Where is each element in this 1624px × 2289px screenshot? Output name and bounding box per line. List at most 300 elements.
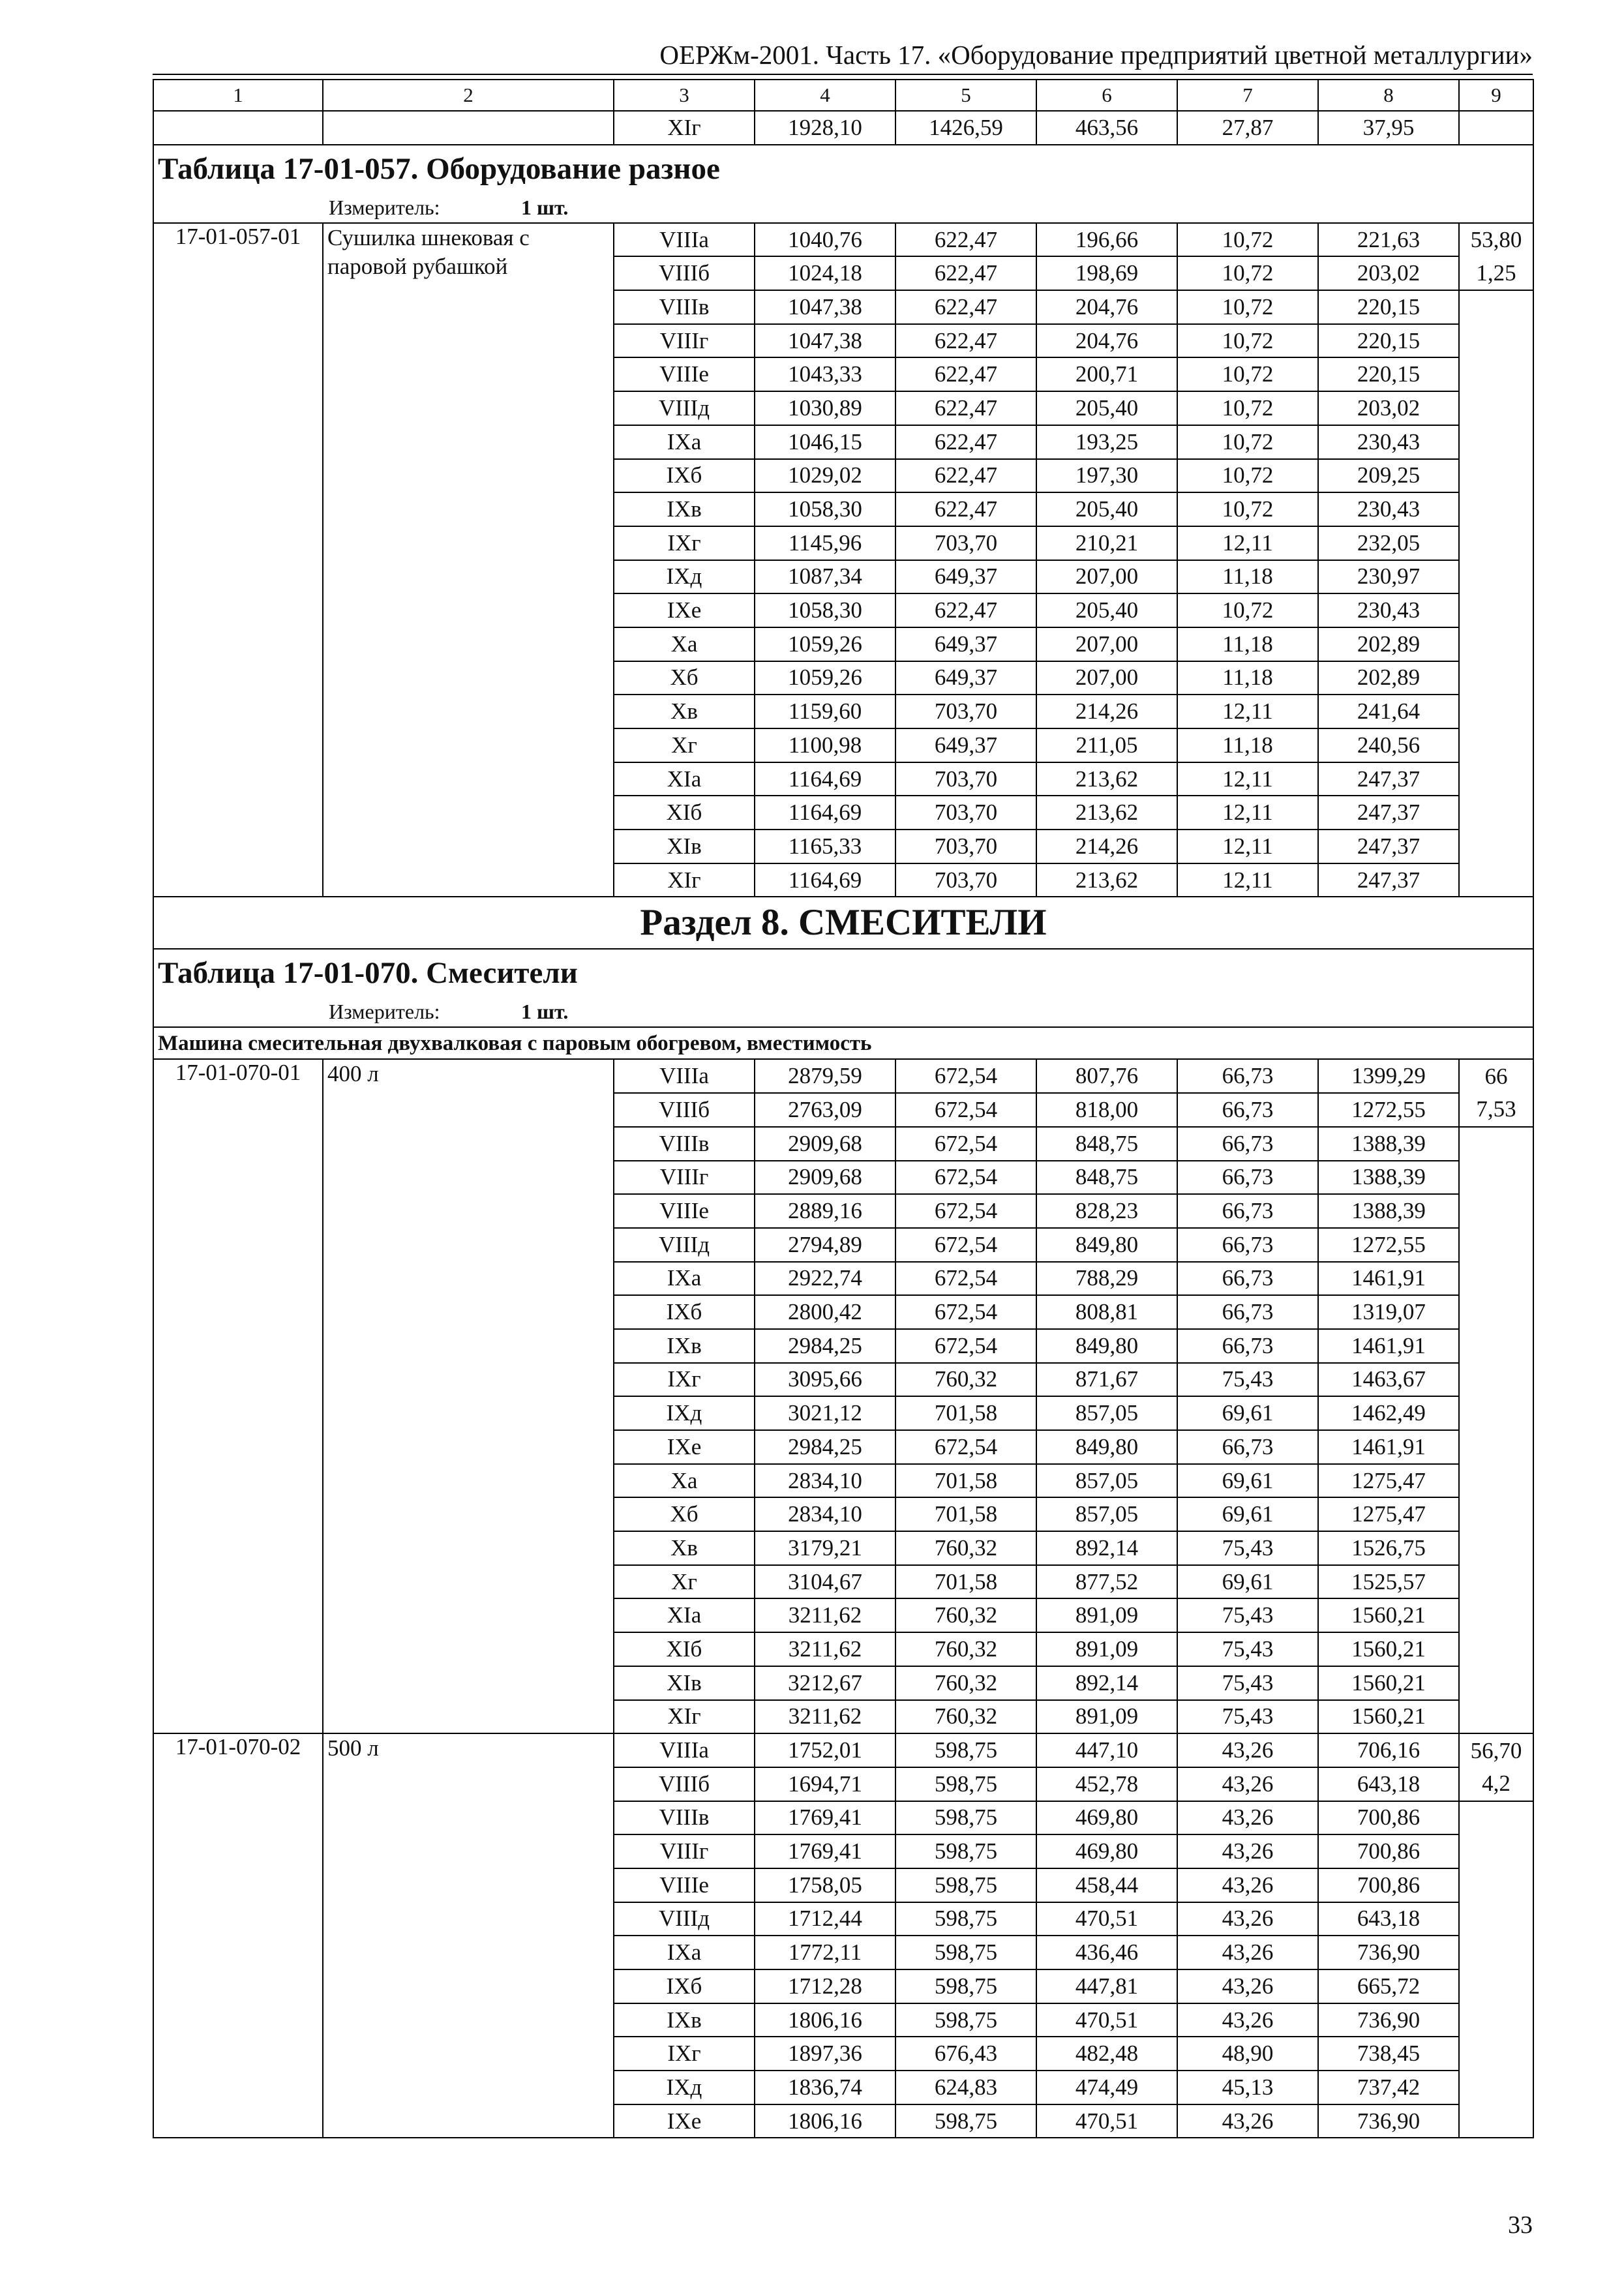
value-cell: 240,56	[1318, 728, 1459, 762]
value-cell: 849,80	[1036, 1329, 1177, 1363]
value-cell: 891,09	[1036, 1700, 1177, 1734]
value-cell: 43,26	[1177, 1868, 1318, 1902]
value-cell: 220,15	[1318, 324, 1459, 358]
value-cell: 452,78	[1036, 1767, 1177, 1801]
value-cell: 43,26	[1177, 2003, 1318, 2037]
value-cell: 458,44	[1036, 1868, 1177, 1902]
value-cell: 75,43	[1177, 1666, 1318, 1700]
value-cell: 622,47	[895, 492, 1036, 526]
column-number: 2	[323, 80, 614, 111]
value-cell: 1694,71	[755, 1767, 895, 1801]
zone-cell: XIв	[614, 830, 755, 863]
value-cell: 43,26	[1177, 1902, 1318, 1936]
zone-cell: XIг	[614, 1700, 755, 1734]
zone-cell: XIб	[614, 796, 755, 830]
value-cell: 66,73	[1177, 1262, 1318, 1296]
value-cell: 470,51	[1036, 2003, 1177, 2037]
zone-cell: IXб	[614, 459, 755, 493]
zone-cell: XIб	[614, 1632, 755, 1666]
value-cell: 598,75	[895, 1868, 1036, 1902]
zone-cell: Xг	[614, 728, 755, 762]
value-cell: 12,11	[1177, 796, 1318, 830]
value-cell: 700,86	[1318, 1834, 1459, 1868]
measure-value: 1 шт.	[521, 1000, 569, 1024]
zone-cell: VIIIа	[614, 1733, 755, 1767]
value-cell: 1100,98	[755, 728, 895, 762]
value-cell: 1087,34	[755, 560, 895, 594]
zone-cell: Xг	[614, 1565, 755, 1599]
value-cell: 12,11	[1177, 526, 1318, 560]
value-cell: 1560,21	[1318, 1598, 1459, 1632]
value-cell: 202,89	[1318, 661, 1459, 695]
value-cell: 75,43	[1177, 1363, 1318, 1397]
value-cell: 703,70	[895, 526, 1036, 560]
value-cell: 598,75	[895, 1767, 1036, 1801]
value-cell: 10,72	[1177, 459, 1318, 493]
zone-cell: VIIIг	[614, 324, 755, 358]
column-number: 3	[614, 80, 755, 111]
value-cell: 598,75	[895, 1902, 1036, 1936]
value-cell: 43,26	[1177, 1801, 1318, 1835]
value-cell: 1043,33	[755, 357, 895, 391]
value-cell: 66,73	[1177, 1161, 1318, 1195]
column-number: 9	[1459, 80, 1533, 111]
value-cell: 808,81	[1036, 1295, 1177, 1329]
value-cell: 482,48	[1036, 2037, 1177, 2071]
col9-cell: 7,53	[1459, 1093, 1533, 1127]
value-cell: 48,90	[1177, 2037, 1318, 2071]
value-cell: 598,75	[895, 1969, 1036, 2003]
value-cell: 12,11	[1177, 863, 1318, 897]
value-cell: 10,72	[1177, 492, 1318, 526]
zone-cell: IXг	[614, 1363, 755, 1397]
value-cell: 1059,26	[755, 661, 895, 695]
value-cell: 1164,69	[755, 863, 895, 897]
value-cell: 469,80	[1036, 1801, 1177, 1835]
value-cell: 203,02	[1318, 391, 1459, 425]
value-cell: 241,64	[1318, 695, 1459, 728]
value-cell: 1897,36	[755, 2037, 895, 2071]
value-cell: 11,18	[1177, 560, 1318, 594]
measure-label: Измеритель:	[329, 1000, 440, 1024]
zone-cell: XIа	[614, 762, 755, 796]
col9-cell: 56,70	[1459, 1733, 1533, 1767]
value-cell: 1836,74	[755, 2071, 895, 2104]
value-cell: 207,00	[1036, 560, 1177, 594]
zone-cell: IXд	[614, 560, 755, 594]
value-cell: 12,11	[1177, 830, 1318, 863]
column-number: 7	[1177, 80, 1318, 111]
value-cell: 672,54	[895, 1161, 1036, 1195]
value-cell: 701,58	[895, 1396, 1036, 1430]
value-cell: 598,75	[895, 1834, 1036, 1868]
zone-cell: IXг	[614, 526, 755, 560]
zone-cell: IXв	[614, 1329, 755, 1363]
table-row	[153, 1059, 1533, 1093]
value-cell: 10,72	[1177, 357, 1318, 391]
value-cell: 45,13	[1177, 2071, 1318, 2104]
value-cell: 2984,25	[755, 1430, 895, 1464]
value-cell: 760,32	[895, 1598, 1036, 1632]
value-cell: 66,73	[1177, 1295, 1318, 1329]
value-cell: 2800,42	[755, 1295, 895, 1329]
table-title	[153, 949, 1533, 996]
value-cell: 622,47	[895, 593, 1036, 627]
zone-cell: IXе	[614, 593, 755, 627]
value-cell: 2834,10	[755, 1497, 895, 1531]
value-cell: 2794,89	[755, 1228, 895, 1262]
value-cell: 10,72	[1177, 425, 1318, 459]
value-cell: 760,32	[895, 1700, 1036, 1734]
value-cell: 470,51	[1036, 2104, 1177, 2138]
zone-cell: XIг	[614, 863, 755, 897]
value-cell: 1388,39	[1318, 1127, 1459, 1161]
value-cell: 1164,69	[755, 796, 895, 830]
value-cell: 43,26	[1177, 1767, 1318, 1801]
zone-cell: IXб	[614, 1295, 755, 1329]
zone-cell: IXв	[614, 2003, 755, 2037]
value-cell: 703,70	[895, 695, 1036, 728]
zone-cell: Xв	[614, 1531, 755, 1565]
value-cell: 204,76	[1036, 324, 1177, 358]
value-cell: 66,73	[1177, 1228, 1318, 1262]
table-title-cell: Таблица 17-01-070. Смесители	[153, 949, 1533, 996]
value-cell: 3104,67	[755, 1565, 895, 1599]
value-cell: 470,51	[1036, 1902, 1177, 1936]
value-cell: 2909,68	[755, 1127, 895, 1161]
item-name: Сушилка шнековая с паровой рубашкой	[323, 223, 614, 897]
value-cell: 3095,66	[755, 1363, 895, 1397]
value-cell: 622,47	[895, 223, 1036, 257]
table-row	[153, 223, 1533, 257]
value-cell: 700,86	[1318, 1868, 1459, 1902]
value-cell: 828,23	[1036, 1194, 1177, 1228]
value-cell: 760,32	[895, 1666, 1036, 1700]
value-cell: 1145,96	[755, 526, 895, 560]
value-cell: 75,43	[1177, 1598, 1318, 1632]
value-cell: 207,00	[1036, 627, 1177, 661]
col9-empty	[1459, 290, 1533, 897]
value-cell: 701,58	[895, 1497, 1036, 1531]
value-cell: 703,70	[895, 830, 1036, 863]
value-cell: 436,46	[1036, 1936, 1177, 1969]
value-cell: 1772,11	[755, 1936, 895, 1969]
document-header: ОЕРЖм-2001. Часть 17. «Оборудование предприятий цветной металлургии»	[153, 38, 1533, 75]
value-cell: 1462,49	[1318, 1396, 1459, 1430]
section-title	[153, 897, 1533, 949]
value-cell: 1319,07	[1318, 1295, 1459, 1329]
zone-cell: Xа	[614, 627, 755, 661]
value-cell: 210,21	[1036, 526, 1177, 560]
value-cell: 10,72	[1177, 256, 1318, 290]
value-cell: 12,11	[1177, 762, 1318, 796]
value-cell: 10,72	[1177, 391, 1318, 425]
value-cell: 205,40	[1036, 391, 1177, 425]
zone-cell: VIIIб	[614, 1767, 755, 1801]
value-cell: 1399,29	[1318, 1059, 1459, 1093]
value-cell: 1272,55	[1318, 1093, 1459, 1127]
rates-table	[153, 79, 1534, 2138]
item-name: 400 л	[323, 1059, 614, 1733]
zone-cell: IXа	[614, 1262, 755, 1296]
value-cell: 66,73	[1177, 1059, 1318, 1093]
item-code: 17-01-070-02	[153, 1733, 323, 2138]
value-cell: 66,73	[1177, 1430, 1318, 1464]
carryover-row	[153, 111, 1533, 145]
value-cell: 1526,75	[1318, 1531, 1459, 1565]
section-title-cell: Раздел 8. СМЕСИТЕЛИ	[153, 897, 1533, 949]
value-cell: 43,26	[1177, 1969, 1318, 2003]
value-cell: 43,26	[1177, 1834, 1318, 1868]
value-cell: 598,75	[895, 2104, 1036, 2138]
value-cell: 622,47	[895, 256, 1036, 290]
value-cell: 247,37	[1318, 796, 1459, 830]
value-cell: 622,47	[895, 324, 1036, 358]
value-cell: 196,66	[1036, 223, 1177, 257]
col9-empty	[1459, 1127, 1533, 1733]
measure-row	[153, 192, 1533, 223]
group-title	[153, 1027, 1533, 1059]
value-cell: 1024,18	[755, 256, 895, 290]
value-cell: 598,75	[895, 1801, 1036, 1835]
value-cell: 214,26	[1036, 695, 1177, 728]
value-cell: 1560,21	[1318, 1666, 1459, 1700]
value-cell: 11,18	[1177, 627, 1318, 661]
value-cell: 1928,10	[755, 111, 895, 145]
value-cell: 1159,60	[755, 695, 895, 728]
value-cell: 202,89	[1318, 627, 1459, 661]
value-cell: 1165,33	[755, 830, 895, 863]
value-cell: 230,43	[1318, 593, 1459, 627]
value-cell: 624,83	[895, 2071, 1036, 2104]
item-code: 17-01-057-01	[153, 223, 323, 897]
value-cell: 214,26	[1036, 830, 1177, 863]
value-cell: 672,54	[895, 1059, 1036, 1093]
value-cell: 849,80	[1036, 1228, 1177, 1262]
value-cell: 69,61	[1177, 1396, 1318, 1430]
value-cell: 649,37	[895, 728, 1036, 762]
value-cell: 10,72	[1177, 324, 1318, 358]
value-cell: 69,61	[1177, 1464, 1318, 1498]
value-cell: 672,54	[895, 1430, 1036, 1464]
zone-cell: VIIIе	[614, 1868, 755, 1902]
column-number: 1	[153, 80, 323, 111]
value-cell: 788,29	[1036, 1262, 1177, 1296]
value-cell: 247,37	[1318, 863, 1459, 897]
value-cell: 469,80	[1036, 1834, 1177, 1868]
value-cell: 211,05	[1036, 728, 1177, 762]
value-cell: 622,47	[895, 391, 1036, 425]
value-cell: 736,90	[1318, 2003, 1459, 2037]
value-cell: 66,73	[1177, 1329, 1318, 1363]
value-cell: 209,25	[1318, 459, 1459, 493]
value-cell: 230,43	[1318, 492, 1459, 526]
value-cell: 736,90	[1318, 1936, 1459, 1969]
value-cell: 1275,47	[1318, 1497, 1459, 1531]
zone-cell: IXд	[614, 1396, 755, 1430]
zone-cell: IXа	[614, 1936, 755, 1969]
value-cell: 649,37	[895, 627, 1036, 661]
value-cell: 871,67	[1036, 1363, 1177, 1397]
value-cell: 3211,62	[755, 1700, 895, 1734]
zone-cell: Xб	[614, 661, 755, 695]
value-cell: 760,32	[895, 1632, 1036, 1666]
value-cell: 643,18	[1318, 1902, 1459, 1936]
value-cell: 892,14	[1036, 1531, 1177, 1565]
value-cell: 230,97	[1318, 560, 1459, 594]
value-cell: 1712,28	[755, 1969, 895, 2003]
value-cell: 2909,68	[755, 1161, 895, 1195]
value-cell: 622,47	[895, 357, 1036, 391]
value-cell: 701,58	[895, 1565, 1036, 1599]
empty-cell	[323, 111, 614, 145]
value-cell: 37,95	[1318, 111, 1459, 145]
value-cell: 12,11	[1177, 695, 1318, 728]
value-cell: 848,75	[1036, 1127, 1177, 1161]
zone-cell: IXа	[614, 425, 755, 459]
value-cell: 857,05	[1036, 1497, 1177, 1531]
column-number: 6	[1036, 80, 1177, 111]
value-cell: 203,02	[1318, 256, 1459, 290]
value-cell: 672,54	[895, 1262, 1036, 1296]
value-cell: 1047,38	[755, 324, 895, 358]
value-cell: 760,32	[895, 1531, 1036, 1565]
value-cell: 807,76	[1036, 1059, 1177, 1093]
zone-cell: Xв	[614, 695, 755, 728]
value-cell: 1272,55	[1318, 1228, 1459, 1262]
value-cell: 1560,21	[1318, 1632, 1459, 1666]
value-cell: 891,09	[1036, 1598, 1177, 1632]
value-cell: 66,73	[1177, 1093, 1318, 1127]
value-cell: 676,43	[895, 2037, 1036, 2071]
value-cell: 598,75	[895, 1936, 1036, 1969]
value-cell: 1388,39	[1318, 1194, 1459, 1228]
value-cell: 1388,39	[1318, 1161, 1459, 1195]
value-cell: 857,05	[1036, 1464, 1177, 1498]
measure-row	[153, 996, 1533, 1027]
value-cell: 672,54	[895, 1093, 1036, 1127]
value-cell: 69,61	[1177, 1565, 1318, 1599]
zone-cell: XIв	[614, 1666, 755, 1700]
col9-empty	[1459, 1801, 1533, 2138]
zone-cell: VIIIв	[614, 1801, 755, 1835]
value-cell: 706,16	[1318, 1733, 1459, 1767]
value-cell: 700,86	[1318, 1801, 1459, 1835]
zone-cell: IXд	[614, 2071, 755, 2104]
value-cell: 43,26	[1177, 1936, 1318, 1969]
col9-cell: 1,25	[1459, 256, 1533, 290]
column-number: 4	[755, 80, 895, 111]
value-cell: 198,69	[1036, 256, 1177, 290]
value-cell: 1758,05	[755, 1868, 895, 1902]
value-cell: 598,75	[895, 1733, 1036, 1767]
value-cell: 1712,44	[755, 1902, 895, 1936]
value-cell: 204,76	[1036, 290, 1177, 324]
zone-cell: VIIIг	[614, 1834, 755, 1868]
value-cell: 11,18	[1177, 661, 1318, 695]
value-cell: 848,75	[1036, 1161, 1177, 1195]
zone-cell: VIIIв	[614, 1127, 755, 1161]
value-cell: 1164,69	[755, 762, 895, 796]
zone-cell: XIг	[614, 111, 755, 145]
measure-value: 1 шт.	[521, 195, 569, 219]
value-cell: 2879,59	[755, 1059, 895, 1093]
value-cell: 818,00	[1036, 1093, 1177, 1127]
table-row	[153, 1733, 1533, 1767]
value-cell: 649,37	[895, 661, 1036, 695]
value-cell: 892,14	[1036, 1666, 1177, 1700]
measure-cell	[153, 192, 1533, 223]
value-cell: 3211,62	[755, 1632, 895, 1666]
table-title	[153, 145, 1533, 192]
zone-cell: Xб	[614, 1497, 755, 1531]
value-cell: 1058,30	[755, 593, 895, 627]
value-cell: 69,61	[1177, 1497, 1318, 1531]
value-cell: 11,18	[1177, 728, 1318, 762]
value-cell: 3211,62	[755, 1598, 895, 1632]
measure-cell	[153, 996, 1533, 1027]
col9-cell: 66	[1459, 1059, 1533, 1093]
value-cell: 474,49	[1036, 2071, 1177, 2104]
value-cell: 672,54	[895, 1194, 1036, 1228]
value-cell: 3179,21	[755, 1531, 895, 1565]
value-cell: 703,70	[895, 762, 1036, 796]
table-title-cell: Таблица 17-01-057. Оборудование разное	[153, 145, 1533, 192]
value-cell: 738,45	[1318, 2037, 1459, 2071]
value-cell: 247,37	[1318, 762, 1459, 796]
value-cell: 220,15	[1318, 290, 1459, 324]
value-cell: 75,43	[1177, 1700, 1318, 1734]
zone-cell: IXе	[614, 1430, 755, 1464]
value-cell: 1059,26	[755, 627, 895, 661]
zone-cell: VIIIд	[614, 391, 755, 425]
value-cell: 891,09	[1036, 1632, 1177, 1666]
value-cell: 220,15	[1318, 357, 1459, 391]
value-cell: 737,42	[1318, 2071, 1459, 2104]
value-cell: 649,37	[895, 560, 1036, 594]
zone-cell: VIIIб	[614, 1093, 755, 1127]
value-cell: 43,26	[1177, 1733, 1318, 1767]
value-cell: 2922,74	[755, 1262, 895, 1296]
value-cell: 1525,57	[1318, 1565, 1459, 1599]
value-cell: 1029,02	[755, 459, 895, 493]
value-cell: 247,37	[1318, 830, 1459, 863]
zone-cell: IXв	[614, 492, 755, 526]
value-cell: 672,54	[895, 1127, 1036, 1161]
value-cell: 27,87	[1177, 111, 1318, 145]
value-cell: 197,30	[1036, 459, 1177, 493]
zone-cell: VIIIд	[614, 1902, 755, 1936]
value-cell: 75,43	[1177, 1531, 1318, 1565]
value-cell: 1046,15	[755, 425, 895, 459]
value-cell: 701,58	[895, 1464, 1036, 1498]
empty-cell	[153, 111, 323, 145]
value-cell: 1275,47	[1318, 1464, 1459, 1498]
zone-cell: IXг	[614, 2037, 755, 2071]
value-cell: 1047,38	[755, 290, 895, 324]
value-cell: 232,05	[1318, 526, 1459, 560]
column-number: 8	[1318, 80, 1459, 111]
value-cell: 205,40	[1036, 593, 1177, 627]
zone-cell: VIIIе	[614, 357, 755, 391]
value-cell: 1463,67	[1318, 1363, 1459, 1397]
value-cell: 1058,30	[755, 492, 895, 526]
value-cell: 463,56	[1036, 111, 1177, 145]
value-cell: 1752,01	[755, 1733, 895, 1767]
value-cell: 1461,91	[1318, 1430, 1459, 1464]
value-cell: 221,63	[1318, 223, 1459, 257]
value-cell: 672,54	[895, 1228, 1036, 1262]
